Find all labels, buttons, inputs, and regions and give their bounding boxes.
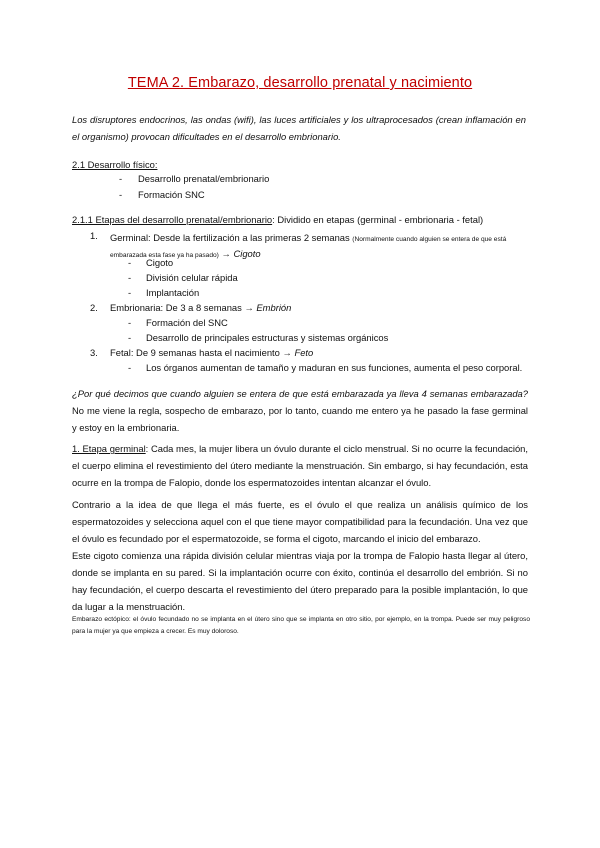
- sub-dash: -: [128, 317, 132, 328]
- sub-item: Formación del SNC: [146, 317, 228, 328]
- page-title: TEMA 2. Embarazo, desarrollo prenatal y nacimiento: [127, 75, 473, 91]
- stage-arrow: → Embrión: [244, 302, 292, 313]
- question-text: ¿Por qué decimos que cuando alguien se entera de que está embarazada ya lleva 4 semanas embarazada?: [72, 388, 528, 399]
- stage-number: 3.: [90, 347, 98, 358]
- stage-number: 2.: [90, 302, 98, 313]
- sub-item: Implantación: [146, 287, 200, 298]
- sub-dash: -: [128, 272, 132, 283]
- ectopic-note: Embarazo ectópico: el óvulo fecundado no se implanta en el útero sino que se implanta en otro sitio, por ejemplo, en la trompa. Puede ser muy peligroso para la mujer ya que empieza a crecer. Es muy doloroso.: [72, 616, 530, 635]
- cigoto-paragraph: Este cigoto comienza una rápida división celular mientras viaja por la trompa de Falopio hasta llegar al útero, donde se implanta en su pared. Si la implantación ocurre con éxito, continúa el desarrollo del embrión. Si no hay fecundación, el cuerpo descarta el revestimiento del útero preparado para la posible implantación, lo que da lugar a la menstruación.: [72, 550, 528, 612]
- stage-label: Fetal: De 9 semanas hasta el nacimiento: [110, 347, 280, 358]
- sub-item: Los órganos aumentan de tamaño y maduran en sus funciones, aumenta el peso corporal.: [146, 362, 523, 373]
- bullet-dash: -: [119, 189, 123, 200]
- stage-number: 1.: [90, 230, 98, 241]
- question-paragraph: [72, 385, 528, 436]
- stage-label: Germinal: Desde la fertilización a las primeras 2 semanas: [110, 232, 350, 243]
- sub-item: Cigoto: [146, 257, 174, 268]
- stage-arrow: → Cigoto: [221, 248, 261, 259]
- sub-dash: -: [128, 332, 132, 343]
- section-2-1-heading: 2.1 Desarrollo físico:: [72, 159, 158, 170]
- sub-dash: -: [128, 362, 132, 373]
- section-2-1-1-title: 2.1.1 Etapas del desarrollo prenatal/embrionario: [72, 214, 273, 225]
- stage-label: Embrionaria: De 3 a 8 semanas: [110, 302, 242, 313]
- section-2-1-1-heading: [72, 214, 532, 225]
- contrario-paragraph: Contrario a la idea de que llega el más fuerte, es el óvulo el que realiza un análisis químico de los espermatozoides y selecciona aquel con el que tiene mayor compatibilidad para la fecundación. Una vez que el óvulo es fecundado por el espermatozoide, se forma el cigoto, marcando el inicio del embarazo.: [72, 499, 528, 544]
- stage-arrow: → Feto: [282, 347, 314, 358]
- etapa-germinal-label: 1. Etapa germinal: [72, 443, 146, 454]
- stage-embrionaria: [110, 302, 291, 313]
- question-answer: No me viene la regla, sospecho de embarazo, por lo tanto, cuando me entero ya he pasado la fase germinal y estoy en la embrionaria.: [72, 405, 528, 433]
- intro-paragraph: Los disruptores endocrinos, las ondas (wifi), las luces artificiales y los ultraprocesados (crean inflamación en el organismo) provocan dificultades en el desarrollo embrionario.: [72, 114, 526, 142]
- bullet-item: Desarrollo prenatal/embrionario: [138, 173, 270, 184]
- etapa-germinal-text: : Cada mes, la mujer libera un óvulo durante el ciclo menstrual. Si no ocurre la fecundación, el cuerpo elimina el revestimiento del útero mediante la menstruación. Sin embargo, si hay fecundación, esta ocurre en la trompa de Falopio, donde los espermatozoides intentan alcanzar el óvulo.: [72, 443, 528, 488]
- etapa-germinal-paragraph: [72, 440, 528, 491]
- bullet-dash: -: [119, 173, 123, 184]
- stage-note: (Normalmente cuando alguien se entera de que está embarazada esta fase ya ha pasado): [110, 236, 507, 259]
- sub-item: Desarrollo de principales estructuras y sistemas orgánicos: [146, 332, 389, 343]
- stage-fetal: [110, 347, 313, 358]
- bullet-item: Formación SNC: [138, 189, 205, 200]
- sub-dash: -: [128, 287, 132, 298]
- sub-dash: -: [128, 257, 132, 268]
- section-2-1-1-desc: : Dividido en etapas (germinal - embrionaria - fetal): [272, 214, 484, 225]
- sub-item: División celular rápida: [146, 272, 238, 283]
